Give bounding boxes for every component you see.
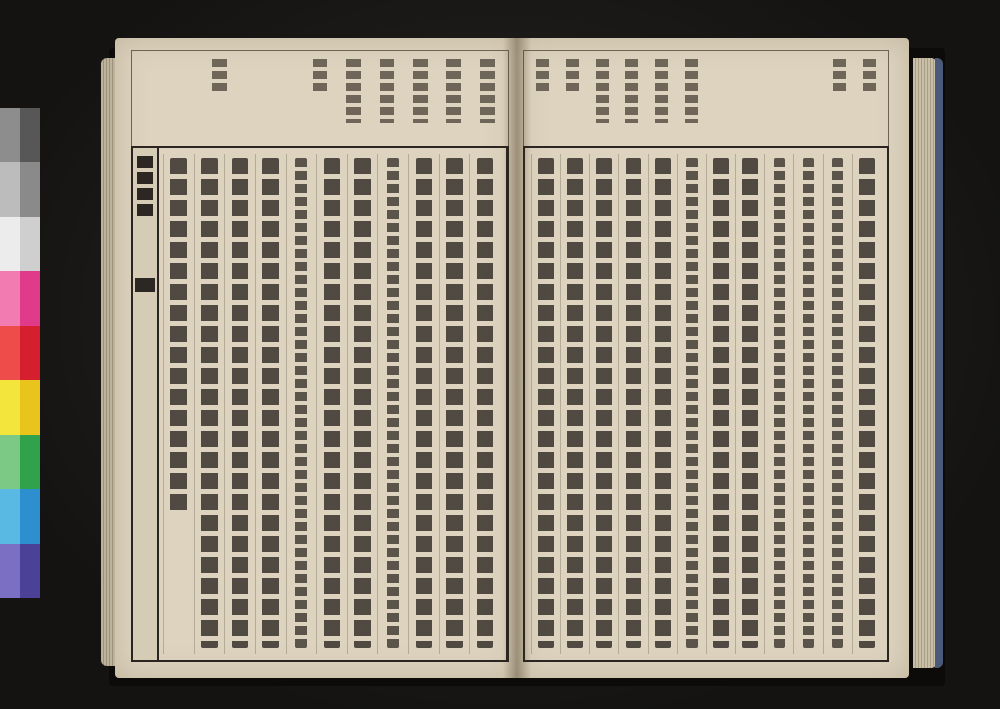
text-column	[377, 154, 408, 654]
left-headnote-area	[131, 50, 509, 147]
text-column	[194, 154, 225, 654]
text-column	[618, 154, 647, 654]
left-text-columns	[163, 154, 500, 654]
text-column	[408, 154, 439, 654]
left-text-frame	[131, 146, 509, 662]
right-text-frame	[523, 146, 889, 662]
text-column	[852, 154, 881, 654]
text-column	[735, 154, 764, 654]
text-column	[469, 154, 500, 654]
book-gutter	[503, 38, 531, 678]
left-page	[115, 38, 517, 678]
text-column	[224, 154, 255, 654]
text-column	[823, 154, 852, 654]
text-column	[560, 154, 589, 654]
text-column	[589, 154, 618, 654]
color-calibration-strip	[0, 108, 40, 598]
right-page	[517, 38, 909, 678]
text-column	[163, 154, 194, 654]
open-book	[105, 38, 935, 678]
text-column	[286, 154, 317, 654]
text-column	[793, 154, 822, 654]
fish-tail-margin	[133, 148, 159, 660]
text-column	[255, 154, 286, 654]
text-column	[316, 154, 347, 654]
text-column	[648, 154, 677, 654]
text-column	[677, 154, 706, 654]
text-column	[764, 154, 793, 654]
right-headnote-area	[523, 50, 889, 147]
right-text-columns	[531, 154, 881, 654]
text-column	[706, 154, 735, 654]
text-column	[531, 154, 560, 654]
text-column	[347, 154, 378, 654]
text-column	[439, 154, 470, 654]
page-edges-right	[913, 58, 937, 668]
